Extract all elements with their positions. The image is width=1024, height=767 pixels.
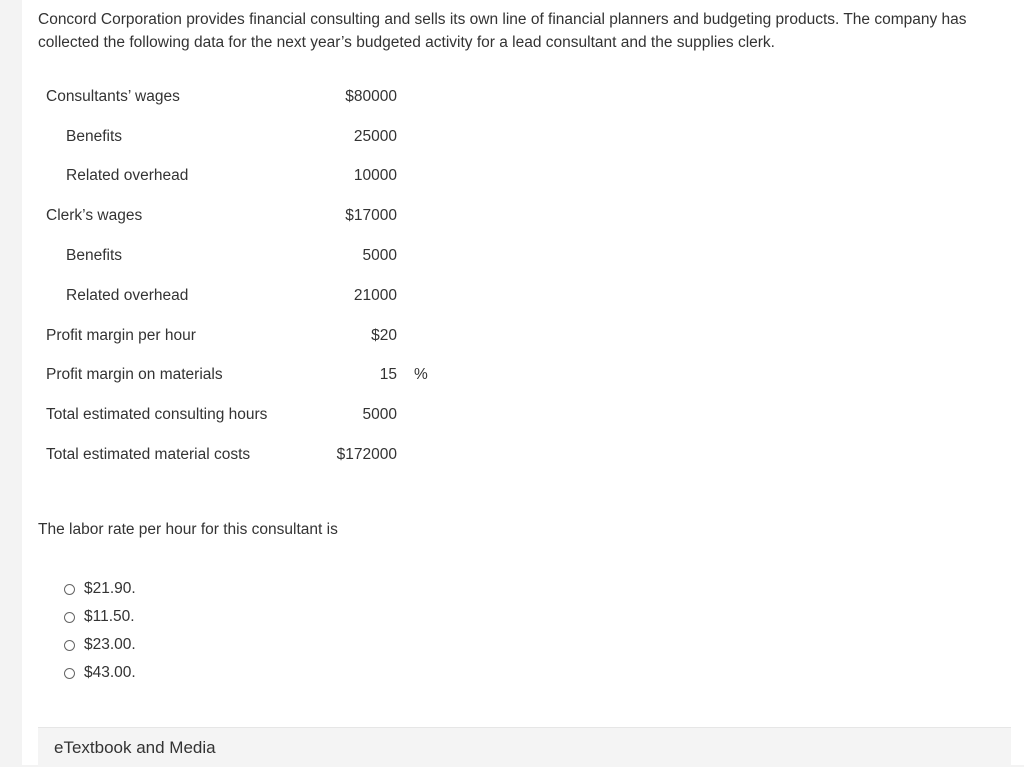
row-value: $20 [371,326,397,344]
row-label: Profit margin on materials [46,366,223,384]
row-value: $17000 [345,207,397,225]
table-row [46,236,466,276]
row-label: Total estimated consulting hours [46,406,268,424]
answer-options [64,575,136,687]
row-value: $80000 [345,87,397,105]
table-row [46,77,466,117]
row-value: 15 [379,366,397,384]
row-label: Related overhead [66,167,189,185]
table-row [46,395,466,435]
table-row [46,157,466,197]
data-table [46,77,466,475]
option-label[interactable]: $23.00. [84,636,136,653]
radio-button[interactable] [64,640,75,651]
question-text: Concord Corporation provides financial consulting and sells its own line of financial planners and budgeting products. The company has collected the following data for the next year’s budgeted activity for a lead consultant and the supplies clerk. [38,11,967,51]
row-label: Consultants’ wages [46,87,180,105]
row-value: $172000 [336,446,397,464]
radio-button[interactable] [64,612,75,623]
table-row [46,117,466,157]
option-label[interactable]: $21.90. [84,580,136,597]
row-value: 5000 [362,247,397,265]
option-label[interactable]: $11.50. [84,608,135,625]
row-label: Benefits [66,127,123,145]
table-row [46,356,466,396]
row-label: Clerk’s wages [46,207,143,225]
row-value: 10000 [353,167,397,185]
question-card [22,0,1024,765]
table-row [46,276,466,316]
answer-option[interactable] [64,575,136,603]
radio-button[interactable] [64,668,75,679]
row-label: Related overhead [66,286,189,304]
answer-option[interactable] [64,631,136,659]
table-row [46,435,466,475]
radio-button[interactable] [64,584,75,595]
table-row [46,196,466,236]
answer-option[interactable] [64,603,136,631]
etextbook-media-label[interactable]: eTextbook and Media [54,738,216,757]
row-label: Total estimated material costs [46,446,251,464]
question-prompt: The labor rate per hour for this consultant is [38,521,338,538]
row-label: Benefits [66,247,123,265]
option-label[interactable]: $43.00. [84,664,136,681]
answer-option[interactable] [64,659,136,687]
table-row [46,316,466,356]
row-value: 5000 [362,406,397,424]
etextbook-media-panel[interactable] [38,727,1011,767]
row-value: 21000 [353,286,397,304]
row-value: 25000 [353,127,397,145]
row-label: Profit margin per hour [46,326,196,344]
row-unit: % [414,366,428,384]
